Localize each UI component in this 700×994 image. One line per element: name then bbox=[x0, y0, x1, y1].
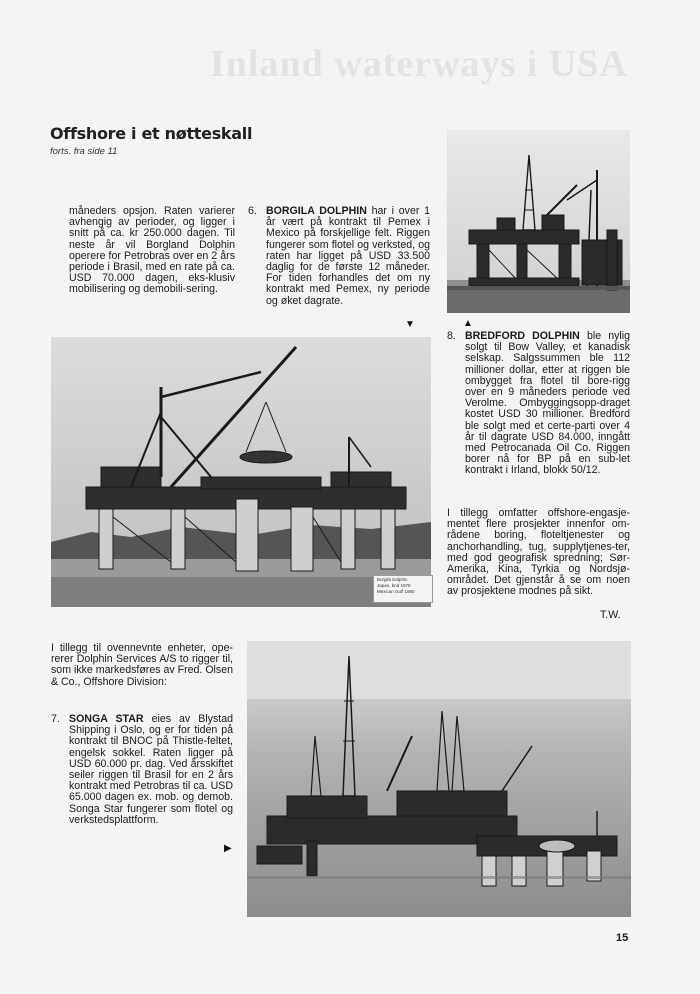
item-number: 7. bbox=[51, 713, 60, 725]
photo-borgila-dolphin bbox=[51, 337, 431, 607]
rig-name: BORGILA DOLPHIN bbox=[266, 205, 367, 217]
item-songa-star bbox=[51, 714, 233, 844]
photo-rig-at-quay bbox=[447, 130, 630, 313]
up-arrow-icon: ▲ bbox=[463, 318, 473, 329]
show-through-title: Inland waterways i USA bbox=[210, 43, 628, 85]
author-signature: T.W. bbox=[600, 609, 621, 621]
intro-paragraph: måneders opsjon. Raten varierer avhengig av perioder, og ligger i snitt på ca. kr 250.000 dagen. Til neste år vil Borgland Dolphin operere for Petrobras over en 2 års periode i Brasil, med en rate på ca. USD 70.000 dagen, eks-klusiv mobilisering og demobili-sering. bbox=[69, 205, 235, 296]
rig-name: SONGA STAR bbox=[69, 713, 144, 725]
rig-at-quay-image bbox=[447, 130, 630, 313]
closing-paragraph: I tillegg omfatter offshore-engasje-mentet flere prosjekter innenfor om-rådene boring, floteltjenester og anchorhandling, tug, supplytjenes-ter, med god geografisk spredning; Sør-Amerika, Kina, Tyrkia og Nordsjø-området. Det gjenstår å se om noen av prosjektene modnes på sikt. bbox=[447, 507, 630, 598]
rig-name: BREDFORD DOLPHIN bbox=[465, 330, 580, 342]
page-number: 15 bbox=[616, 932, 629, 944]
continued-from-note: forts. fra side 11 bbox=[50, 146, 118, 157]
right-arrow-icon: ▶ bbox=[224, 843, 232, 854]
additional-units-paragraph: I tillegg til ovennevnte enheter, ope-rerer Dolphin Services A/S to rigger til, som ikke markedsføres av Fred. Olsen & Co., Offshore Division: bbox=[51, 642, 233, 688]
down-arrow-icon: ▼ bbox=[405, 319, 415, 330]
item-text: ble nylig solgt til Bow Valley, et kanadisk selskap. Salgssummen ble 112 millioner dollar, etter at riggen ble ombygget fra flotel til bore-rigg over en 9 måneders periode ved Verolme. Ombyggingsopp-draget kostet USD 30 millioner. Bredford ble solgt med et certe-parti over 4 år til dagrate USD 84.000, inngått med Petrocanada Oil Co. Riggen borer nå for BP på en sub-let kontrakt i Irland, blokk 50/12. bbox=[465, 330, 630, 477]
article-heading: Offshore i et nøtteskall bbox=[50, 124, 253, 143]
photo-songa-star bbox=[247, 641, 631, 917]
item-number: 6. bbox=[248, 205, 257, 217]
item-borgila-dolphin bbox=[248, 206, 430, 316]
photo-caption: Borgila Dolphin Japan, bnd 1978 Mexican Gulf 1980 bbox=[373, 575, 433, 603]
item-bredford-dolphin bbox=[447, 331, 630, 509]
borgila-dolphin-image bbox=[51, 337, 431, 607]
item-number: 8. bbox=[447, 330, 456, 342]
item-text: eies av Blystad Shipping i Oslo, og er for tiden på kontrakt til BNOC på Thistle-feltet, engelsk sokkel. Raten ligger på USD 60.000 pr. dag. Ved årsskiftet seiler riggen til Brasil for en 2 års kontrakt med Petrobras til ca. USD 65.000 dagen ex. mob. og demob. Songa Star fungerer som flotel og verkstedsplattform. bbox=[69, 713, 233, 826]
item-text: har i over 1 år vært på kontrakt til Pemex i Mexico på forskjellige felt. Riggen fungerer som flotel og verksted, og raten har ligget på USD 33.500 daglig for de første 12 måneder. For tiden forhandles det om ny kontrakt med Pemex, ny periode og øket dagrate. bbox=[266, 205, 430, 307]
songa-star-image bbox=[247, 641, 631, 917]
